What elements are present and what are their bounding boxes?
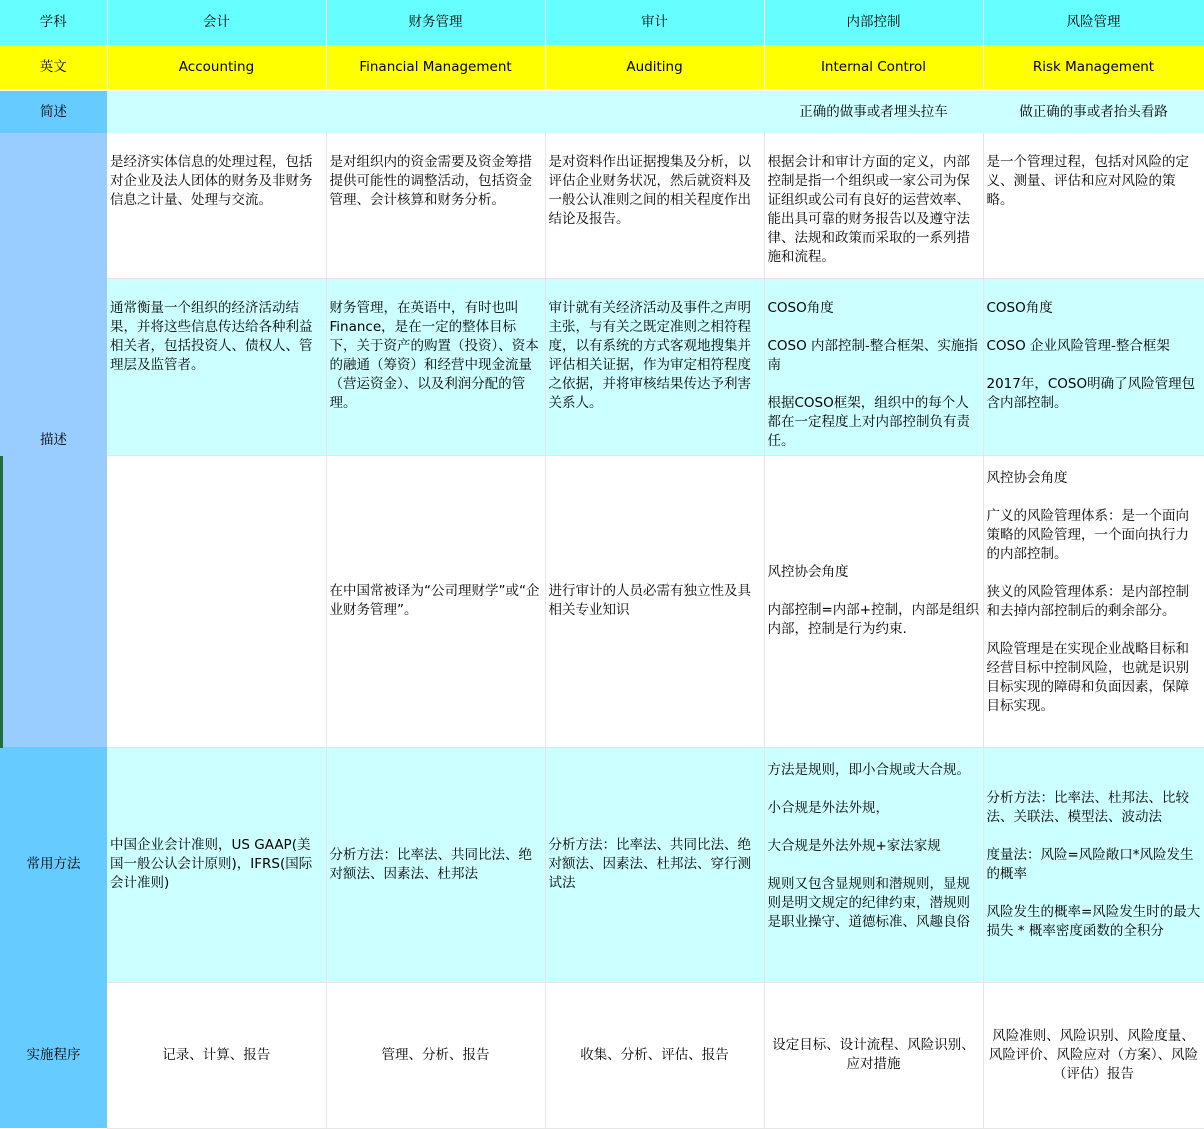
desc3-risk — [983, 455, 1204, 747]
desc1-risk: 是一个管理过程，包括对风险的定义、测量、评估和应对风险的策略。 — [983, 133, 1204, 278]
procedures-label: 实施程序 — [0, 982, 107, 1128]
desc2-internal-control — [764, 278, 983, 455]
methods-risk-para: 风险发生的概率=风险发生时的最大损失 * 概率密度函数的全积分 — [986, 903, 1201, 939]
summary-label: 简述 — [0, 91, 107, 133]
summary-audit — [545, 91, 764, 133]
desc2-risk-para: 2017年，COSO明确了风险管理包含内部控制。 — [986, 375, 1196, 411]
summary-accounting — [107, 91, 326, 133]
summary-finance — [326, 91, 545, 133]
procedures-finance: 管理、分析、报告 — [326, 982, 545, 1128]
methods-ic-para: 规则又包含显规则和潜规则，显规则是明文规定的纪律约束，潜规则是职业操守、道德标准、风趣良俗 — [767, 875, 970, 930]
desc2-finance: 财务管理，在英语中，有时也叫Finance，是在一定的整体目标下，关于资产的购置（投资）、资本的融通（筹资）和经营中现金流量（营运资金）、以及利润分配的管理。 — [326, 278, 545, 455]
summary-row — [0, 91, 1204, 133]
procedures-row — [0, 982, 1204, 1128]
methods-ic-para: 小合规是外法外规， — [767, 799, 889, 816]
english-internal-control: Internal Control — [764, 45, 983, 89]
desc3-internal-control — [764, 455, 983, 747]
desc2-accounting: 通常衡量一个组织的经济活动结果，并将这些信息传达给各种利益相关者，包括投资人、债权人、管理层及监管者。 — [107, 278, 326, 455]
subject-finance: 财务管理 — [326, 0, 545, 45]
desc3-ic-para: 风控协会角度 — [767, 564, 849, 580]
desc3-risk-para: 风险管理是在实现企业战略目标和经营目标中控制风险，也就是识别目标实现的障碍和负面因素，保障目标实现。 — [986, 640, 1189, 714]
english-risk: Risk Management — [983, 45, 1204, 89]
english-label: 英文 — [0, 45, 107, 89]
desc1-finance: 是对组织内的资金需要及资金筹措提供可能性的调整活动，包括资金管理、会计核算和财务分析。 — [326, 133, 545, 278]
desc2-risk — [983, 278, 1204, 455]
desc3-risk-para: 广义的风险管理体系：是一个面向策略的风险管理，一个面向执行力的内部控制。 — [986, 507, 1189, 562]
methods-risk — [983, 747, 1204, 982]
description-label: 描述 — [0, 133, 107, 747]
english-audit: Auditing — [545, 45, 764, 89]
subject-internal-control: 内部控制 — [764, 0, 983, 45]
summary-risk: 做正确的事或者抬头看路 — [983, 91, 1204, 133]
methods-risk-para: 度量法：风险=风险敞口*风险发生的概率 — [986, 846, 1194, 882]
desc2-ic-para: COSO角度 — [767, 299, 834, 316]
methods-row — [0, 747, 1204, 982]
procedures-risk: 风险准则、风险识别、风险度量、风险评价、风险应对（方案）、风险（评估）报告 — [983, 982, 1204, 1128]
subject-risk: 风险管理 — [983, 0, 1204, 45]
desc2-audit: 审计就有关经济活动及事件之声明主张，与有关之既定准则之相符程度，以有系统的方式客观地搜集并评估相关证据，作为审定相符程度之依据，并将审核结果传达予利害关系人。 — [545, 278, 764, 455]
description-row-2 — [0, 278, 1204, 455]
methods-internal-control — [764, 747, 983, 982]
summary-internal-control: 正确的做事或者埋头拉车 — [764, 91, 983, 133]
english-accounting: Accounting — [107, 45, 326, 89]
description-row-3 — [0, 455, 1204, 747]
english-row — [0, 45, 1204, 89]
english-finance: Financial Management — [326, 45, 545, 89]
subject-audit: 审计 — [545, 0, 764, 45]
desc3-finance: 在中国常被译为“公司理财学”或“企业财务管理”。 — [326, 455, 545, 747]
desc3-accounting — [107, 455, 326, 747]
desc1-accounting: 是经济实体信息的处理过程，包括对企业及法人团体的财务及非财务信息之计量、处理与交流。 — [107, 133, 326, 278]
methods-finance: 分析方法：比率法、共同比法、绝对额法、因素法、杜邦法 — [326, 747, 545, 982]
description-row-1 — [0, 133, 1204, 278]
desc2-risk-para: COSO 企业风险管理-整合框架 — [986, 337, 1170, 354]
subject-label: 学科 — [0, 0, 107, 45]
desc3-risk-para: 风控协会角度 — [986, 469, 1068, 486]
procedures-accounting: 记录、计算、报告 — [107, 982, 326, 1128]
methods-audit: 分析方法：比率法、共同比法、绝对额法、因素法、杜邦法、穿行测试法 — [545, 747, 764, 982]
desc2-ic-para: 根据COSO框架，组织中的每个人都在一定程度上对内部控制负有责任。 — [767, 394, 970, 449]
procedures-audit: 收集、分析、评估、报告 — [545, 982, 764, 1128]
methods-risk-para: 分析方法：比率法、杜邦法、比较法、关联法、模型法、波动法 — [986, 789, 1189, 825]
desc3-risk-para: 狭义的风险管理体系：是内部控制和去掉内部控制后的剩余部分。 — [986, 583, 1189, 619]
methods-accounting: 中国企业会计准则，US GAAP(美国一般公认会计原则)，IFRS(国际会计准则) — [107, 747, 326, 982]
desc2-risk-para: COSO角度 — [986, 299, 1053, 316]
subject-accounting: 会计 — [107, 0, 326, 45]
desc3-audit: 进行审计的人员必需有独立性及具相关专业知识 — [545, 455, 764, 747]
procedures-internal-control: 设定目标、设计流程、风险识别、应对措施 — [764, 982, 983, 1128]
methods-ic-para: 方法是规则，即小合规或大合规。 — [767, 761, 970, 778]
row-group-accent — [0, 456, 3, 748]
methods-ic-para: 大合规是外法外规+家法家规 — [767, 837, 941, 854]
methods-label: 常用方法 — [0, 747, 107, 982]
desc3-ic-para: 内部控制=内部+控制，内部是组织内部，控制是行为约束. — [767, 602, 980, 637]
desc1-internal-control: 根据会计和审计方面的定义，内部控制是指一个组织或一家公司为保证组织或公司有良好的运营效率、能出具可靠的财务报告以及遵守法律、法规和政策而采取的一系列措施和流程。 — [764, 133, 983, 278]
desc2-ic-para: COSO 内部控制-整合框架、实施指南 — [767, 337, 978, 373]
subject-header-row — [0, 0, 1204, 45]
desc1-audit: 是对资料作出证据搜集及分析，以评估企业财务状况，然后就资料及一般公认准则之间的相关程度作出结论及报告。 — [545, 133, 764, 278]
